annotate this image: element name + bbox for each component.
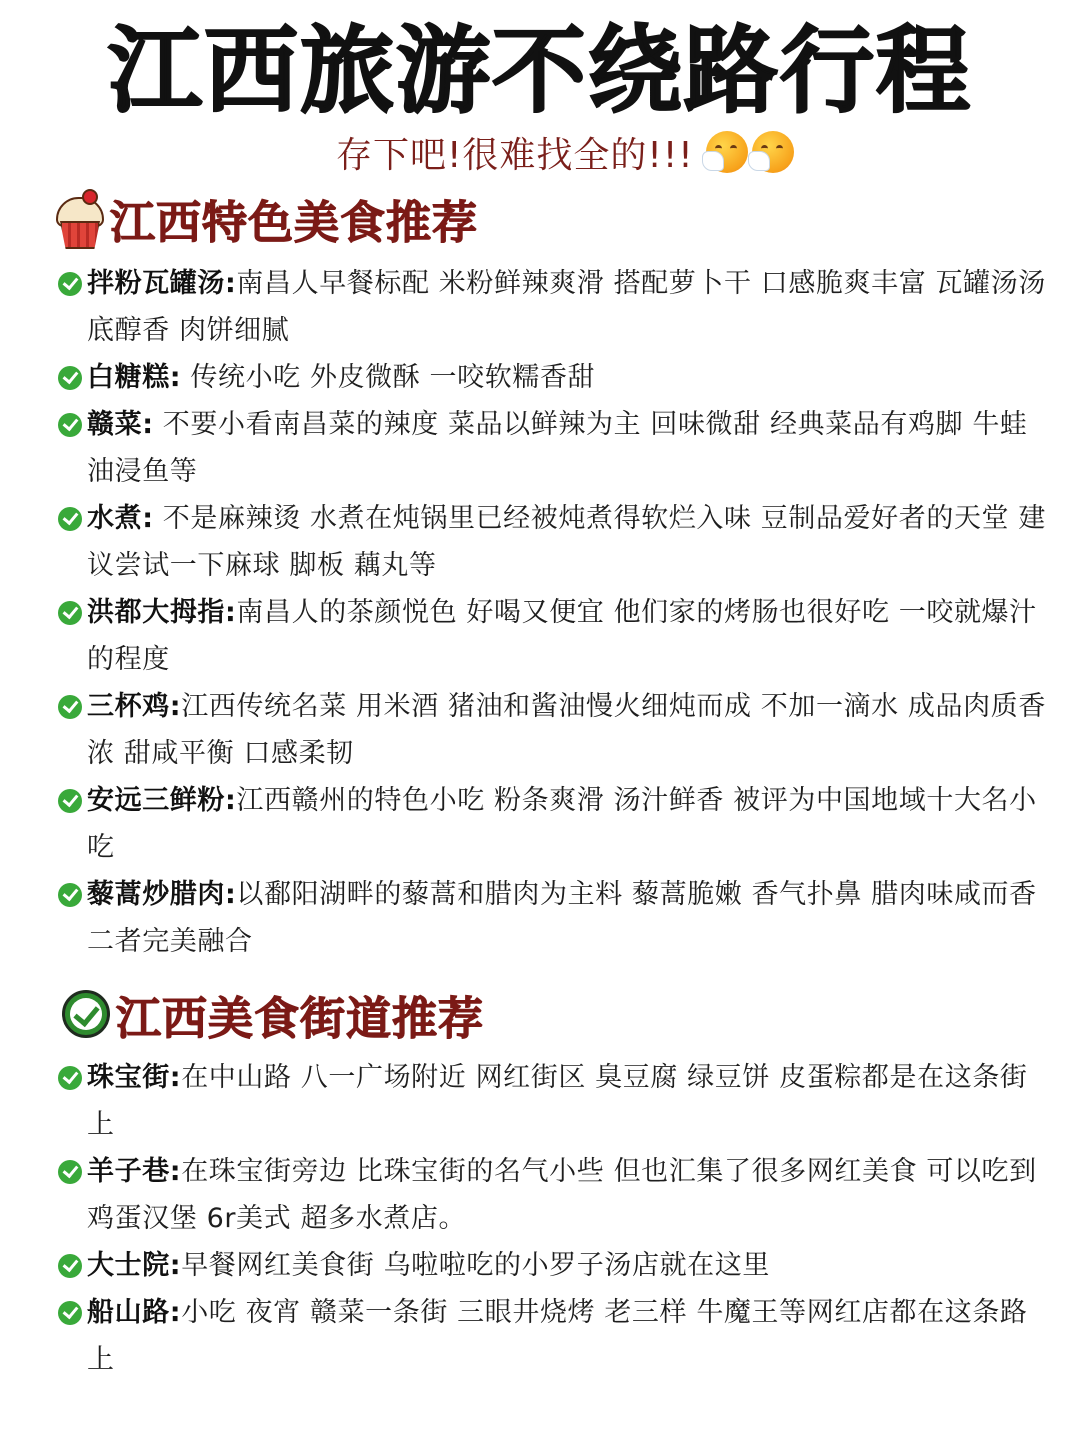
item-name: 船山路:: [87, 1297, 182, 1328]
item-name: 珠宝街:: [87, 1062, 182, 1093]
item-desc: 在珠宝街旁边 比珠宝街的名气小些 但也汇集了很多网红美食 可以吃到鸡蛋汉堡 6r美式 超多水煮店。: [87, 1156, 1037, 1234]
list-item: [56, 683, 1052, 777]
check-bullet-icon: [58, 1301, 82, 1325]
item-name: 藜蒿炒腊肉:: [87, 879, 237, 910]
list-item: [56, 1054, 1052, 1148]
check-bullet-icon: [58, 272, 82, 296]
item-desc: 在中山路 八一广场附近 网红街区 臭豆腐 绿豆饼 皮蛋粽都是在这条街上: [87, 1062, 1028, 1140]
check-bullet-icon: [58, 1160, 82, 1184]
check-bullet-icon: [58, 789, 82, 813]
check-bullet-icon: [58, 366, 82, 390]
list-item: [56, 1148, 1052, 1242]
sneezing-face-icon: [706, 131, 748, 173]
sneezing-face-icon: [752, 131, 794, 173]
list-item: [56, 401, 1052, 495]
list-item: [56, 495, 1052, 589]
item-desc: 传统小吃 外皮微酥 一咬软糯香甜: [181, 362, 596, 393]
item-name: 大士院:: [87, 1250, 182, 1281]
check-bullet-icon: [58, 695, 82, 719]
subtitle: [336, 124, 794, 180]
item-desc: 不要小看南昌菜的辣度 菜品以鲜辣为主 回味微甜 经典菜品有鸡脚 牛蛙 油浸鱼等: [87, 409, 1028, 487]
item-desc: 江西传统名菜 用米酒 猪油和酱油慢火细炖而成 不加一滴水 成品肉质香浓 甜咸平衡 口感柔韧: [87, 691, 1046, 769]
item-desc: 小吃 夜宵 赣菜一条街 三眼井烧烤 老三样 牛魔王等网红店都在这条路上: [87, 1297, 1028, 1375]
item-name: 羊子巷:: [87, 1156, 182, 1187]
check-bullet-icon: [58, 883, 82, 907]
check-circle-icon: [62, 990, 110, 1038]
check-bullet-icon: [58, 507, 82, 531]
item-desc: 南昌人早餐标配 米粉鲜辣爽滑 搭配萝卜干 口感脆爽丰富 瓦罐汤汤底醇香 肉饼细腻: [87, 268, 1046, 346]
item-name: 洪都大拇指:: [87, 597, 237, 628]
check-bullet-icon: [58, 1254, 82, 1278]
food-list: [56, 260, 1052, 965]
item-desc: 江西赣州的特色小吃 粉条爽滑 汤汁鲜香 被评为中国地域十大名小吃: [87, 785, 1037, 863]
subtitle-text: 存下吧!很难找全的!!!: [336, 134, 694, 176]
item-name: 安远三鲜粉:: [87, 785, 237, 816]
item-name: 赣菜:: [87, 409, 154, 440]
list-item: [56, 1289, 1052, 1383]
cupcake-icon: [52, 189, 104, 247]
street-list: [56, 1054, 1052, 1383]
item-name: 三杯鸡:: [87, 691, 182, 722]
list-item: [56, 1242, 1052, 1289]
check-bullet-icon: [58, 601, 82, 625]
item-name: 拌粉瓦罐汤:: [87, 268, 237, 299]
street-section-heading: [52, 984, 484, 1044]
list-item: [56, 589, 1052, 683]
page-title: 江西旅游不绕路行程: [107, 17, 972, 126]
item-desc: 不是麻辣烫 水煮在炖锅里已经被炖煮得软烂入味 豆制品爱好者的天堂 建议尝试一下麻球 脚板 藕丸等: [87, 503, 1046, 581]
list-item: [56, 777, 1052, 871]
list-item: [56, 354, 1052, 401]
list-item: [56, 260, 1052, 354]
food-section-heading: [52, 188, 478, 248]
item-name: 白糖糕:: [87, 362, 182, 393]
list-item: [56, 871, 1052, 965]
item-desc: 以鄱阳湖畔的藜蒿和腊肉为主料 藜蒿脆嫩 香气扑鼻 腊肉味咸而香 二者完美融合: [87, 879, 1037, 957]
check-bullet-icon: [58, 413, 82, 437]
check-bullet-icon: [58, 1066, 82, 1090]
item-name: 水煮:: [87, 503, 154, 534]
item-desc: 南昌人的茶颜悦色 好喝又便宜 他们家的烤肠也很好吃 一咬就爆汁的程度: [87, 597, 1037, 675]
food-section-title: 江西特色美食推荐: [110, 195, 479, 249]
item-desc: 早餐网红美食街 乌啦啦吃的小罗子汤店就在这里: [181, 1250, 770, 1281]
street-section-title: 江西美食街道推荐: [116, 991, 485, 1045]
